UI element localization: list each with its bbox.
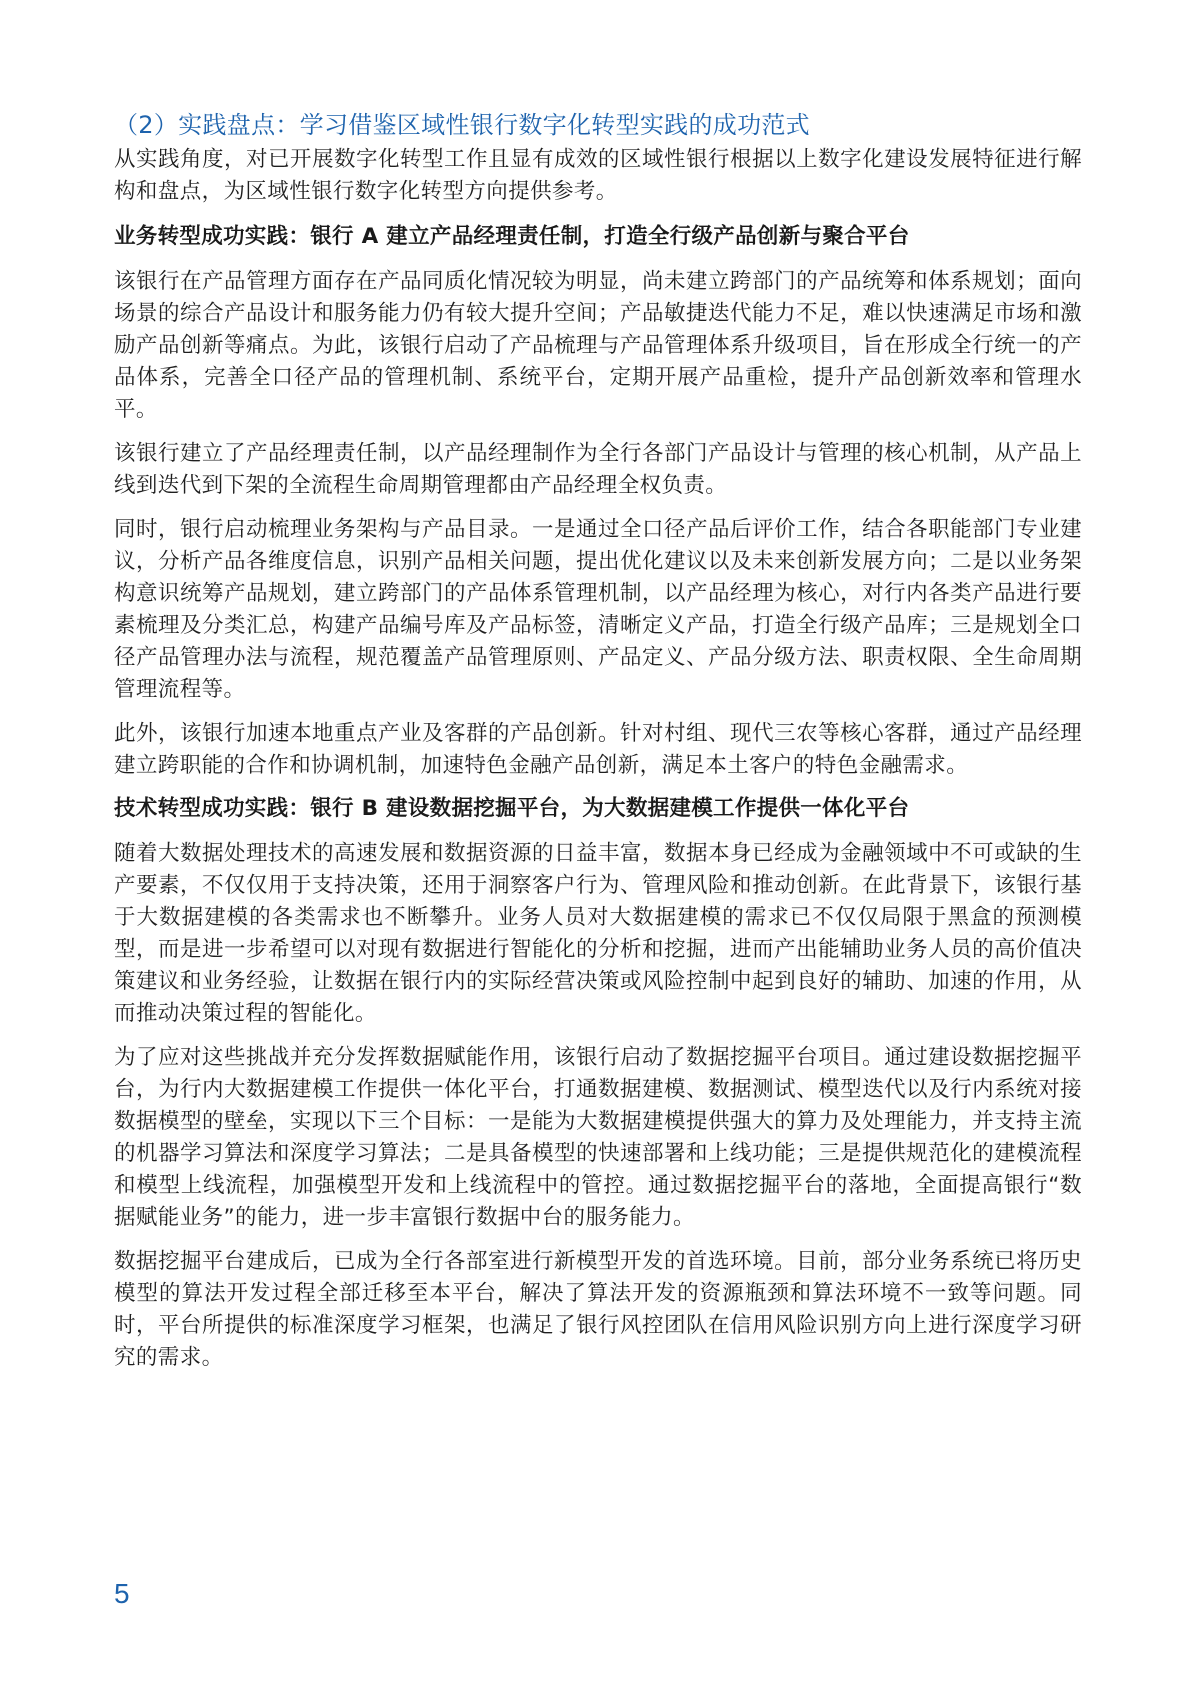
case-b-paragraph-2: 为了应对这些挑战并充分发挥数据赋能作用，该银行启动了数据挖掘平台项目。通过建设数据挖掘平台，为行内大数据建模工作提供一体化平台，打通数据建模、数据测试、模型迭代以及行内系统对接数据模型的壁垒，实现以下三个目标：一是能为大数据建模提供强大的算力及处理能力，并支持主流的机器学习算法和深度学习算法；二是具备模型的快速部署和上线功能；三是提供规范化的建模流程和模型上线流程，加强模型开发和上线流程中的管控。通过数据挖掘平台的落地，全面提高银行“数据赋能业务”的能力，进一步丰富银行数据中台的服务能力。 bbox=[114, 1045, 1082, 1230]
case-a-paragraph-4: 此外，该银行加速本地重点产业及客群的产品创新。针对村组、现代三农等核心客群，通过产品经理建立跨职能的合作和协调机制，加速特色金融产品创新，满足本土客户的特色金融需求。 bbox=[114, 721, 1082, 778]
page-content bbox=[114, 108, 1082, 1386]
case-a-paragraph-3: 同时，银行启动梳理业务架构与产品目录。一是通过全口径产品后评价工作，结合各职能部门专业建议，分析产品各维度信息，识别产品相关问题，提出优化建议以及未来创新发展方向；二是以业务架构意识统筹产品规划，建立跨部门的产品体系管理机制，以产品经理为核心，对行内各类产品进行要素梳理及分类汇总，构建产品编号库及产品标签，清晰定义产品，打造全行级产品库；三是规划全口径产品管理办法与流程，规范覆盖产品管理原则、产品定义、产品分级方法、职责权限、全生命周期管理流程等。 bbox=[114, 517, 1082, 702]
case-b-paragraph-1: 随着大数据处理技术的高速发展和数据资源的日益丰富，数据本身已经成为金融领域中不可或缺的生产要素，不仅仅用于支持决策，还用于洞察客户行为、管理风险和推动创新。在此背景下，该银行基于大数据建模的各类需求也不断攀升。业务人员对大数据建模的需求已不仅仅局限于黑盒的预测模型，而是进一步希望可以对现有数据进行智能化的分析和挖掘，进而产出能辅助业务人员的高价值决策建议和业务经验，让数据在银行内的实际经营决策或风险控制中起到良好的辅助、加速的作用，从而推动决策过程的智能化。 bbox=[114, 841, 1082, 1026]
case-a-heading: 业务转型成功实践：银行 A 建立产品经理责任制，打造全行级产品创新与聚合平台 bbox=[114, 224, 910, 249]
case-b-heading: 技术转型成功实践：银行 B 建设数据挖掘平台，为大数据建模工作提供一体化平台 bbox=[114, 796, 910, 821]
page-number: 5 bbox=[114, 1578, 130, 1609]
section-intro: 从实践角度，对已开展数字化转型工作且显有成效的区域性银行根据以上数字化建设发展特征进行解构和盘点，为区域性银行数字化转型方向提供参考。 bbox=[114, 147, 1082, 204]
case-b-paragraph-3: 数据挖掘平台建成后，已成为全行各部室进行新模型开发的首选环境。目前，部分业务系统已将历史模型的算法开发过程全部迁移至本平台，解决了算法开发的资源瓶颈和算法环境不一致等问题。同时，平台所提供的标准深度学习框架，也满足了银行风控团队在信用风险识别方向上进行深度学习研究的需求。 bbox=[114, 1249, 1082, 1370]
case-a-paragraph-1: 该银行在产品管理方面存在产品同质化情况较为明显，尚未建立跨部门的产品统筹和体系规划；面向场景的综合产品设计和服务能力仍有较大提升空间；产品敏捷迭代能力不足，难以快速满足市场和激励产品创新等痛点。为此，该银行启动了产品梳理与产品管理体系升级项目，旨在形成全行统一的产品体系，完善全口径产品的管理机制、系统平台，定期开展产品重检，提升产品创新效率和管理水平。 bbox=[114, 269, 1082, 422]
case-a-paragraph-2: 该银行建立了产品经理责任制，以产品经理制作为全行各部门产品设计与管理的核心机制，从产品上线到迭代到下架的全流程生命周期管理都由产品经理全权负责。 bbox=[114, 441, 1082, 498]
section-heading: （2）实践盘点：学习借鉴区域性银行数字化转型实践的成功范式 bbox=[114, 111, 810, 139]
